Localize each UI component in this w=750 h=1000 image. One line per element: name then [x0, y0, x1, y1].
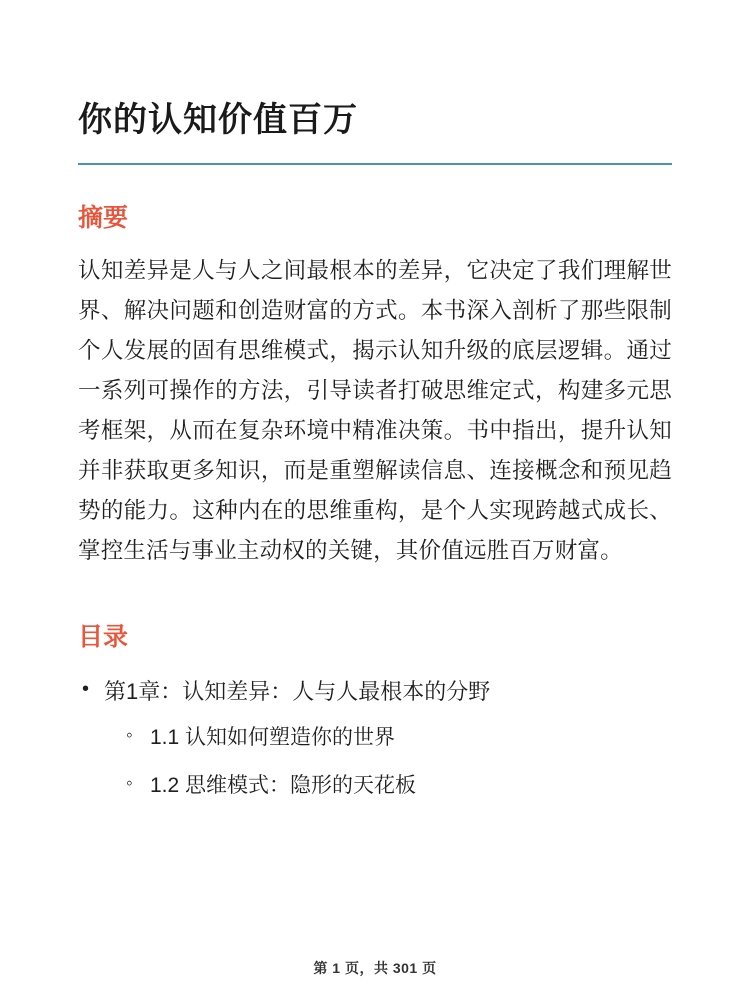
page-title: 你的认知价值百万 [78, 101, 358, 139]
toc-section-item[interactable] [150, 722, 672, 754]
title-divider [78, 163, 672, 165]
toc-chapter-label: 第1章：认知差异：人与人最根本的分野 [104, 679, 491, 705]
toc-list [78, 675, 672, 801]
toc-section-item[interactable] [150, 770, 672, 802]
toc-section-label: 1.1 认知如何塑造你的世界 [150, 726, 396, 750]
toc-section-label: 1.2 思维模式：隐形的天花板 [150, 773, 417, 797]
toc-chapter-item[interactable] [104, 675, 672, 801]
page-footer: 第 1 页，共 301 页 [313, 960, 437, 976]
toc-sublist [104, 722, 672, 801]
abstract-body: 认知差异是人与人之间最根本的差异，它决定了我们理解世界、解决问题和创造财富的方式。本书深入剖析了那些限制个人发展的固有思维模式，揭示认知升级的底层逻辑。通过一系列可操作的方法，引导读者打破思维定式，构建多元思考框架，从而在复杂环境中精准决策。书中指出，提升认知并非获取更多知识，而是重塑解读信息、连接概念和预见趋势的能力。这种内在的思维重构，是个人实现跨越式成长、掌控生活与事业主动权的关键，其价值远胜百万财富。 [78, 257, 672, 564]
toc-heading: 目录 [78, 623, 129, 652]
abstract-heading: 摘要 [78, 203, 129, 232]
